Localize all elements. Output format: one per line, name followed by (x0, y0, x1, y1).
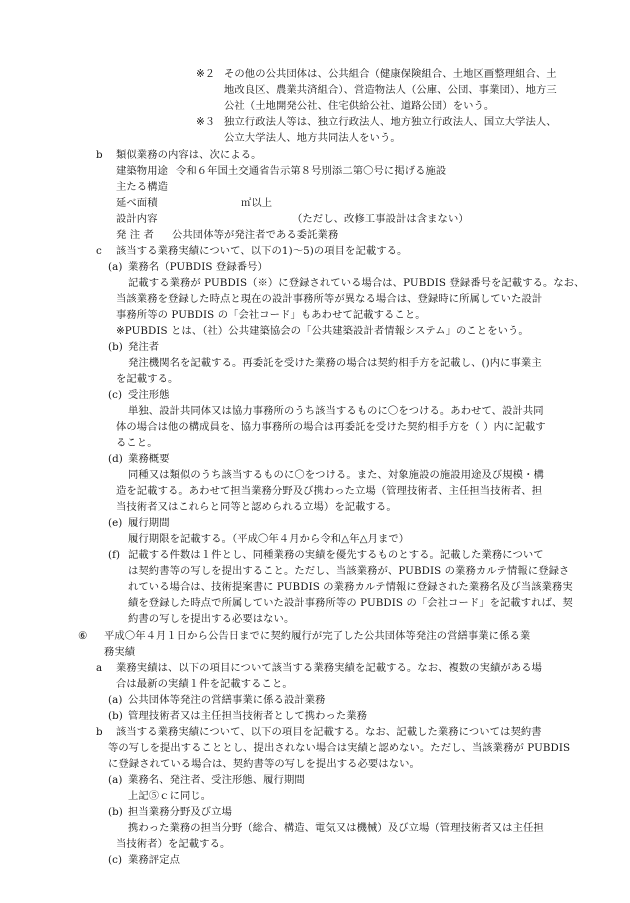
c-item-c-line-1: 単独、設計共同体又は協力事務所のうち該当するものに〇をつける。あわせて、設計共同 (128, 405, 544, 417)
note-2-line-1: ※２ その他の公共団体は、公共組合（健康保険組合、土地区画整理組合、土 (196, 68, 557, 80)
section-6-a-item-a: (a) 公共団体等発注の営繕事業に係る設計業務 (108, 694, 326, 706)
c-item-f-line-1: は契約書等の写しを提出すること。ただし、当該業務が、PUBDIS の業務カルテ情報に登録さ (128, 565, 570, 577)
c-item-f-line-2: れている場合は、技術提案書に PUBDIS の業務カルテ情報に登録された業務名及び当該業務実 (128, 581, 573, 593)
c-item-c-title: (c) 受注形態 (108, 389, 170, 401)
note-2-label: ※２ (196, 68, 216, 80)
c-item-a-line-2: 当該業務を登録した時点と現在の設計事務所等が異なる場合は、登録時に所属していた設計 (116, 293, 543, 305)
c-item-b-line-1: 発注機関名を記載する。再委託を受けた業務の場合は契約相手方を記載し、()内に事業主 (128, 357, 542, 369)
b-design-row: 設計内容 （ただし、改修工事設計は含まない） (116, 213, 469, 225)
c-item-d-line-2: 造を記載する。あわせて担当業務分野及び携わった立場（管理技術者、主任担当技術者、担 (116, 485, 543, 497)
b-client-row: 発 注 者 公共団体等が発注者である委託業務 (116, 229, 339, 241)
section-6-a-line-1: a 業務実績は、以下の項目について該当する業務実績を記載する。なお、複数の実績がある場 (96, 662, 543, 674)
c-item-f-title: (f) 記載する件数は１件とし、同種業務の実績を優先するものとする。記載した業務について (108, 549, 544, 561)
c-item-f-line-4: 約書の写しを提出する必要はない。 (128, 613, 295, 625)
c-item-c-line-2: 体の場合は他の構成員を、協力事務所の場合は再委託を受けた契約相手方を（ ）内に記載す (116, 421, 546, 433)
c-item-a-line-3: 事務所等の PUBDIS の「会社コード」もあわせて記載すること。 (116, 309, 426, 321)
section-6-a-item-b: (b) 管理技術者又は主任担当技術者として携わった業務 (108, 710, 368, 722)
c-item-a-note: ※PUBDIS とは、（社）公共建築協会の「公共建築設計者情報システム」のことをいう。 (116, 325, 529, 337)
c-item-c-line-3: ること。 (116, 437, 158, 449)
note-2-line-2: 地改良区、農業共済組合）、営造物法人（公庫、公団、事業団）、地方三 (224, 84, 557, 96)
section-6-title-line-2: 務実績 (104, 646, 136, 658)
c-item-a-line-1: 記載する業務が PUBDIS（※）に登録されている場合は、PUBDIS 登録番号を記載する。なお、 (128, 277, 585, 289)
b-area-row: 延べ面積 ㎡以上 (116, 197, 273, 209)
section-6-title: ⑥ 平成〇年４月１日から公告日までに契約履行が完了した公共団体等発注の営繕事業に係る業 (78, 630, 531, 642)
section-6-b-line-3: に登録されている場合は、契約書等の写しを提出する必要はない。 (108, 758, 420, 770)
note-3-label: ※３ (196, 116, 216, 128)
c-item-d-title: (d) 業務概要 (108, 453, 170, 465)
b-structure-row: 主たる構造 (116, 181, 168, 193)
section-6-b-item-c-title: (c) 業務評定点 (108, 854, 180, 866)
section-6-b-item-b-title: (b) 担当業務分野及び立場 (108, 806, 232, 818)
c-item-d-line-1: 同種又は類似のうち該当するものに〇をつける。また、対象施設の施設用途及び規模・構 (128, 469, 544, 481)
section-6-a-line-2: 合は最新の実績１件を記載すること。 (116, 678, 293, 690)
note-3-line-2: 公立大学法人、地方共同法人をいう。 (224, 132, 401, 144)
c-item-b-title: (b) 発注者 (108, 341, 160, 353)
c-item-b-line-2: を記載する。 (116, 373, 179, 385)
section-6-b-item-b-line-2: 当技術者）を記載する。 (116, 838, 231, 850)
section-6-number: ⑥ (78, 630, 88, 642)
section-6-b-item-a-title: (a) 業務名、発注者、受注形態、履行期間 (108, 774, 305, 786)
c-item-e-line-1: 履行期限を記載する。（平成〇年４月から令和△年△月まで） (128, 533, 410, 545)
section-6-b-line-1: b 該当する業務実績について、以下の項目を記載する。なお、記載した業務については契約書 (96, 726, 542, 738)
section-6-b-line-2: 等の写しを提出することとし、提出されない場合は実績と認めない。ただし、当該業務が PUBDIS (108, 742, 571, 754)
c-heading: c 該当する業務実績について、以下の1)～5)の項目を記載する。 (96, 245, 408, 257)
b-heading: b 類似業務の内容は、次による。 (96, 149, 262, 161)
c-item-f-line-3: 績を登録した時点で所属していた設計事務所等の PUBDIS の「会社コード」を記載すれば、契 (128, 597, 573, 609)
section-6-b-item-b-line-1: 携わった業務の担当分野（総合、構造、電気又は機械）及び立場（管理技術者又は主任担 (128, 822, 544, 834)
c-item-a-title: (a) 業務名（PUBDIS 登録番号） (108, 261, 268, 273)
c-item-e-title: (e) 履行期間 (108, 517, 170, 529)
section-6-b-item-a-line-1: 上記⑤ｃに同じ。 (128, 790, 212, 802)
note-3-line-1: ※３ 独立行政法人等は、独立行政法人、地方独立行政法人、国立大学法人、 (196, 116, 557, 128)
c-item-d-line-3: 当技術者又はこれらと同等と認められる立場）を記載する。 (116, 501, 397, 513)
note-2-line-3: 公社（土地開発公社、住宅供給公社、道路公団）をいう。 (224, 100, 495, 112)
b-usage-row: 建築物用途 令和６年国土交通省告示第８号別添二第〇号に掲げる施設 (116, 165, 447, 177)
